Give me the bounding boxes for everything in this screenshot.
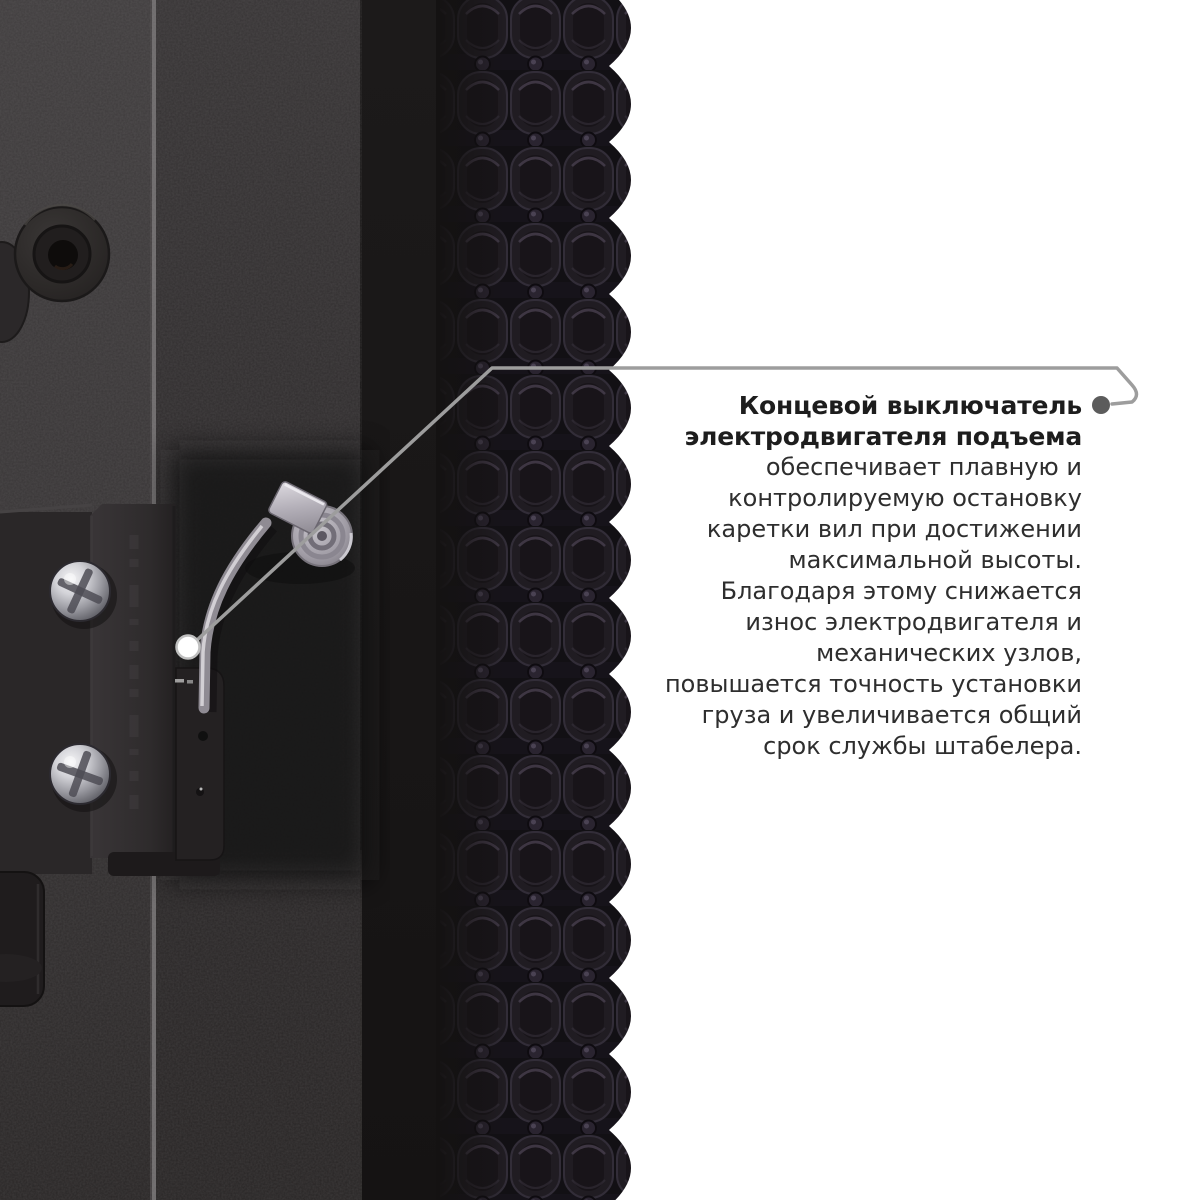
callout-body-line: износ электродвигателя и [745,608,1082,636]
source-marker-dot-icon [177,636,200,659]
callout-body-line: обеспечивает плавную и [765,453,1082,481]
callout-body-line: максимальной высоты. [788,546,1082,574]
callout-body-line: Благодаря этому снижается [720,577,1082,605]
callout-body-line: каретки вил при достижении [706,515,1082,543]
callout-body-line: механических узлов, [816,639,1082,667]
callout-text-block [522,390,1082,762]
callout-body-line: срок службы штабелера. [763,732,1082,760]
callout-body-line: повышается точность установки [664,670,1082,698]
callout-title-line: Концевой выключатель [738,391,1082,420]
callout-title-line: электродвигателя подъема [684,422,1082,451]
callout-body-line: груза и увеличивается общий [701,701,1082,729]
callout-body-line: контролируемую остановку [728,484,1082,512]
title-dot-icon [1092,396,1110,414]
